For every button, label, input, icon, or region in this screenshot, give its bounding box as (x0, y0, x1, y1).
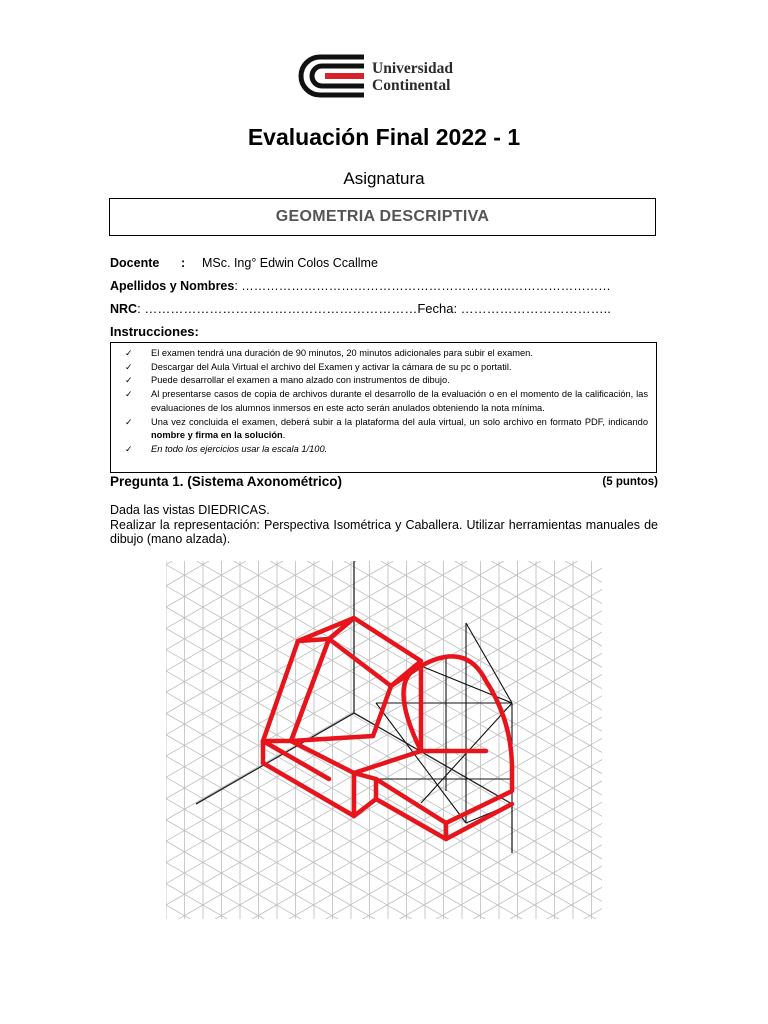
university-name (372, 60, 453, 94)
exam-title: Evaluación Final 2022 - 1 (247, 124, 521, 150)
question-text: Realizar la representación: Perspectiva Isométrica y Caballera. Utilizar herramientas manuales de dibujo (mano alzada). (110, 518, 658, 546)
nombres-row (110, 279, 611, 293)
instruction-item: ✓ Puede desarrollar el examen a mano alzado con instrumentos de dibujo. (125, 374, 648, 388)
question-points: (5 puntos) (602, 476, 658, 488)
question-title: Pregunta 1. (Sistema Axonométrico) (110, 474, 343, 489)
isometric-drawing (166, 561, 602, 919)
instruction-item: ✓ Una vez concluida el examen, deberá subir a la plataforma del aula virtual, un solo archivo en formato PDF, indicando nombre y firma en la solución. (125, 416, 648, 441)
docente-colon: : (181, 256, 186, 270)
nombres-label: Apellidos y Nombres (110, 279, 235, 293)
instruction-bold-text: nombre y firma en la solución (151, 430, 283, 441)
docente-row (110, 256, 378, 270)
docente-value: MSc. Ing° Edwin Colos Ccallme (202, 256, 378, 270)
nombres-field[interactable]: : ………………………………………………………..…………………… (234, 279, 611, 293)
nrc-fecha-field[interactable]: : ………………………………………………………Fecha: …………………………….. (137, 301, 611, 316)
checkmark-icon: ✓ (125, 389, 133, 400)
isometric-grid (166, 561, 602, 919)
instruction-item: ✓ Al presentarse casos de copia de archivos durante el desarrollo de la evaluación o en el momento de la calificación, las evaluaciones de los alumnos inmersos en este acto serán anulados obteniendo la nota mínima. (125, 389, 648, 413)
question-text: Dada las vistas DIEDRICAS. (110, 503, 270, 517)
checkmark-icon: ✓ (125, 361, 133, 372)
course-name: GEOMETRIA DESCRIPTIVA (109, 198, 656, 236)
university-line2: Continental (372, 77, 451, 94)
nrc-label: NRC (110, 302, 138, 316)
university-line1: Universidad (372, 60, 453, 77)
instructions-label: Instrucciones: (110, 324, 199, 339)
checkmark-icon: ✓ (125, 416, 133, 427)
docente-label: Docente (110, 256, 160, 270)
nrc-row (110, 301, 611, 316)
checkmark-icon: ✓ (125, 348, 133, 358)
checkmark-icon: ✓ (125, 443, 133, 454)
instructions-box (110, 342, 657, 473)
exam-subtitle: Asignatura (343, 169, 425, 188)
instruction-item: ✓ El examen tendrá una duración de 90 minutos, 20 minutos adicionales para subir el examen. (125, 347, 648, 361)
checkmark-icon: ✓ (125, 375, 133, 386)
instruction-item: ✓ Descargar del Aula Virtual el archivo del Examen y activar la cámara de su pc o portatil. (125, 361, 648, 375)
instruction-item: ✓ En todo los ejercicios usar la escala 1/100. (125, 443, 648, 457)
university-logo (298, 54, 366, 98)
